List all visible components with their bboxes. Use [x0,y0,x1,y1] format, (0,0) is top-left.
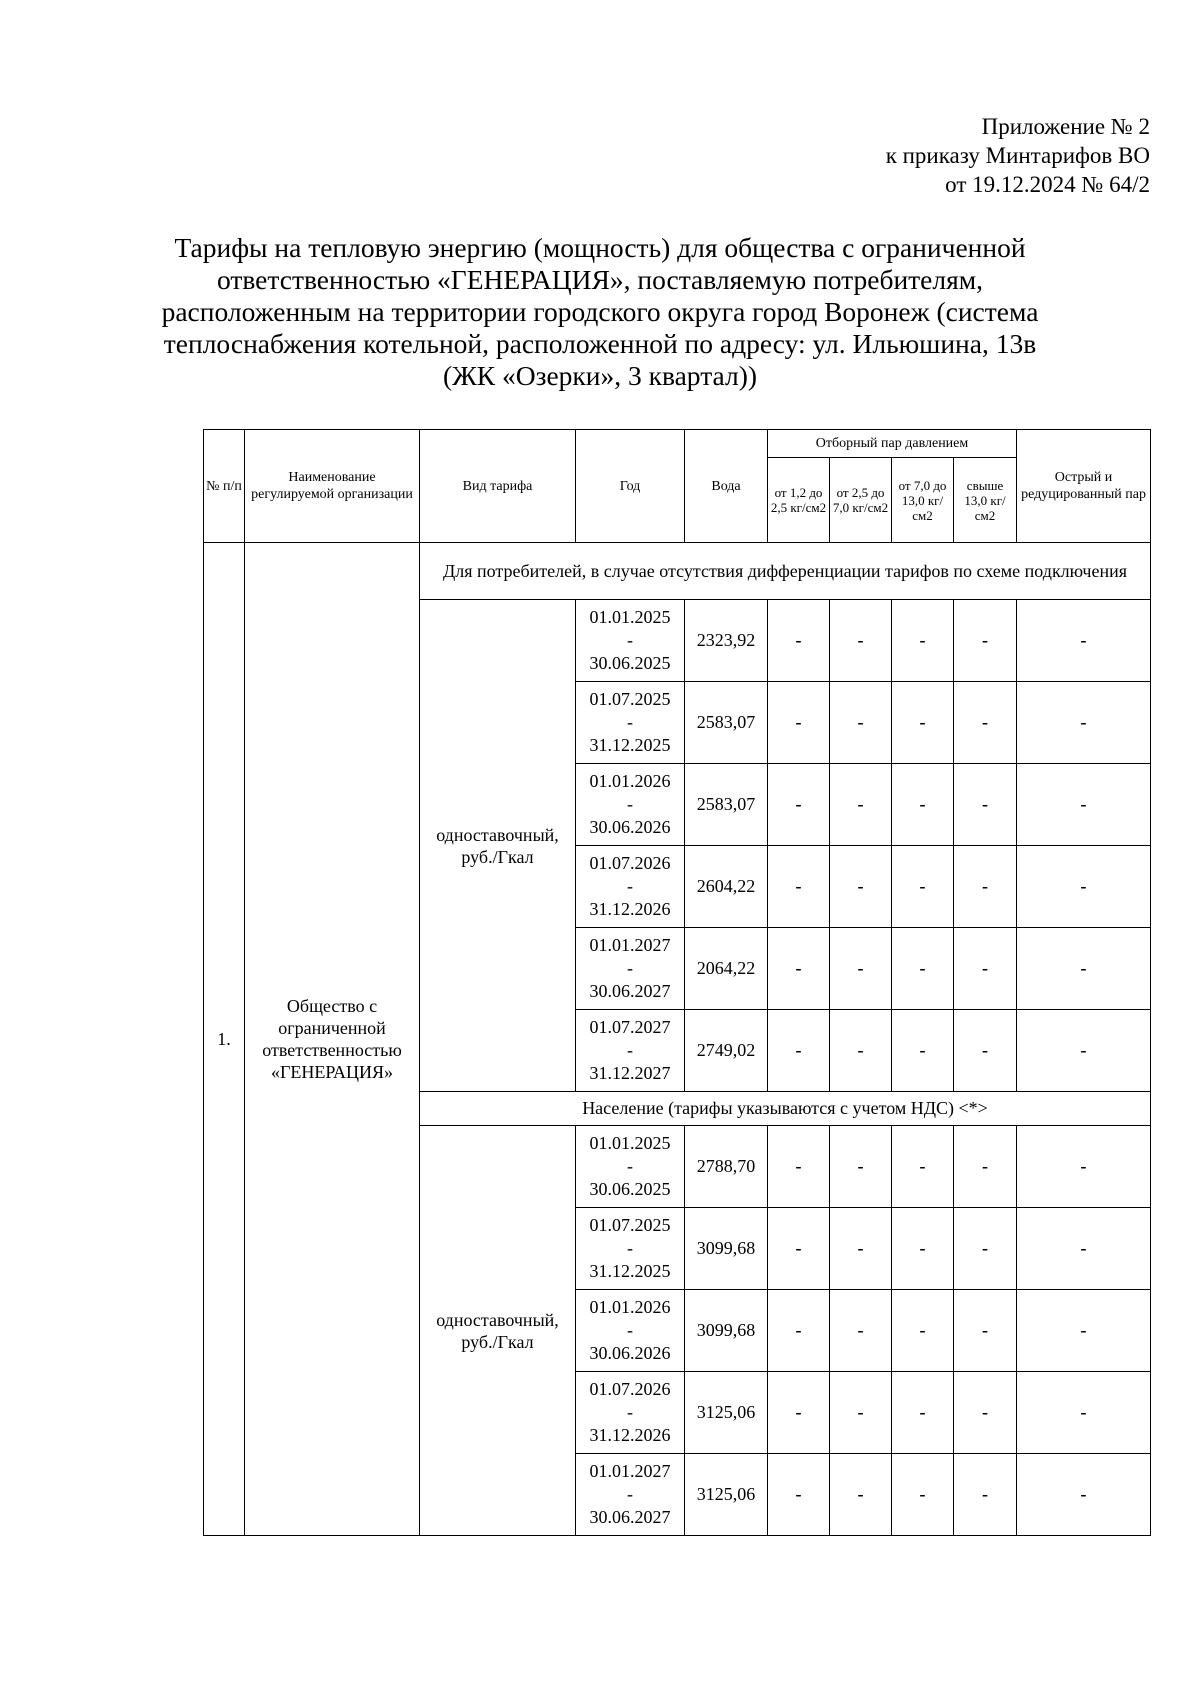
period-sep: - [627,1402,633,1422]
period-from: 01.01.2025 [589,607,671,627]
period-to: 31.12.2026 [589,1425,671,1445]
empty-value: - [954,1454,1017,1536]
period-from: 01.01.2026 [589,1297,671,1317]
appendix-line: от 19.12.2024 № 64/2 [945,172,1150,197]
header-tariff-type: Вид тарифа [420,430,576,543]
empty-value: - [768,928,830,1010]
title-line: теплоснабжения котельной, расположенной по адресу: ул. Ильюшина, 13в [163,328,1037,359]
empty-value: - [892,1290,954,1372]
period-sep: - [627,1156,633,1176]
organization-text: Общество с ограниченной ответственностью «ГЕНЕРАЦИЯ» [262,996,402,1082]
period-sep: - [627,958,633,978]
empty-value: - [1017,1126,1151,1208]
empty-value: - [768,1290,830,1372]
empty-value: - [954,846,1017,928]
empty-value: - [830,600,892,682]
empty-value: - [830,928,892,1010]
period [576,1372,685,1454]
empty-value: - [954,1290,1017,1372]
title-line: ответственностью «ГЕНЕРАЦИЯ», поставляемую потребителям, [216,264,984,295]
empty-value: - [1017,682,1151,764]
empty-value: - [1017,1454,1151,1536]
empty-value: - [892,1372,954,1454]
section-title: Для потребителей, в случае отсутствия дифференциации тарифов по схеме подключения [420,543,1151,600]
empty-value: - [768,1454,830,1536]
header-steam-2: от 2,5 до 7,0 кг/см2 [830,458,892,543]
empty-value: - [1017,600,1151,682]
empty-value: - [892,682,954,764]
period-from: 01.07.2026 [589,1379,671,1399]
section-title: Население (тарифы указываются с учетом НДС) <*> [420,1092,1151,1126]
period-from: 01.07.2027 [589,1017,671,1037]
period-to: 31.12.2025 [589,735,671,755]
empty-value: - [768,600,830,682]
empty-value: - [892,1126,954,1208]
empty-value: - [1017,928,1151,1010]
tariff-type: одноставочный, руб./Гкал [420,1126,576,1536]
period-to: 30.06.2027 [589,981,671,1001]
period-to: 31.12.2027 [589,1063,671,1083]
empty-value: - [768,1010,830,1092]
empty-value: - [1017,846,1151,928]
period-from: 01.07.2026 [589,853,671,873]
title-line: расположенным на территории городского округа город Воронеж (система [161,296,1039,327]
period-sep: - [627,630,633,650]
water-tariff: 2323,92 [685,600,768,682]
empty-value: - [830,1454,892,1536]
water-tariff: 2788,70 [685,1126,768,1208]
water-tariff: 2604,22 [685,846,768,928]
period-to: 30.06.2026 [589,1343,671,1363]
period [576,1010,685,1092]
empty-value: - [830,682,892,764]
period [576,1454,685,1536]
period-to: 31.12.2026 [589,899,671,919]
title-line: Тарифы на тепловую энергию (мощность) для общества с ограниченной [174,232,1026,263]
tariff-table [203,429,1151,1536]
header-year: Год [576,430,685,543]
empty-value: - [830,1010,892,1092]
empty-value: - [768,846,830,928]
appendix-line: Приложение № 2 [981,114,1150,139]
organization-name [245,543,420,1536]
header-steam-1: от 1,2 до 2,5 кг/см2 [768,458,830,543]
period-to: 30.06.2027 [589,1507,671,1527]
period-sep: - [627,1320,633,1340]
empty-value: - [768,1208,830,1290]
empty-value: - [1017,1208,1151,1290]
period [576,928,685,1010]
header-steam-group: Отборный пар давлением [768,430,1017,458]
empty-value: - [892,1454,954,1536]
empty-value: - [954,1208,1017,1290]
empty-value: - [954,1010,1017,1092]
period-to: 30.06.2025 [589,1179,671,1199]
water-tariff: 3099,68 [685,1290,768,1372]
title-line: (ЖК «Озерки», 3 квартал)) [442,360,758,391]
empty-value: - [892,846,954,928]
empty-value: - [954,1126,1017,1208]
empty-value: - [954,1372,1017,1454]
appendix-line: к приказу Минтарифов ВО [885,143,1150,168]
empty-value: - [1017,1010,1151,1092]
period-from: 01.01.2025 [589,1133,671,1153]
header-row [204,430,1151,458]
header-org: Наименование регулируемой организации [245,430,420,543]
period-sep: - [627,876,633,896]
header-steam-4: свыше 13,0 кг/см2 [954,458,1017,543]
empty-value: - [830,1372,892,1454]
water-tariff: 2064,22 [685,928,768,1010]
empty-value: - [954,764,1017,846]
period-to: 30.06.2025 [589,653,671,673]
period-sep: - [627,1484,633,1504]
document-title [150,232,1050,392]
period [576,682,685,764]
period-from: 01.01.2027 [589,1461,671,1481]
period-sep: - [627,1040,633,1060]
empty-value: - [1017,764,1151,846]
period [576,1126,685,1208]
empty-value: - [830,846,892,928]
tariff-type: одноставочный, руб./Гкал [420,600,576,1092]
header-water: Вода [685,430,768,543]
period-sep: - [627,712,633,732]
empty-value: - [768,682,830,764]
water-tariff: 3125,06 [685,1372,768,1454]
period-to: 30.06.2026 [589,817,671,837]
period [576,1290,685,1372]
period [576,600,685,682]
header-num: № п/п [204,430,245,543]
empty-value: - [768,1372,830,1454]
empty-value: - [768,764,830,846]
empty-value: - [830,1126,892,1208]
header-steam-3: от 7,0 до 13,0 кг/см2 [892,458,954,543]
period [576,846,685,928]
section-row [204,543,1151,600]
empty-value: - [954,682,1017,764]
empty-value: - [892,764,954,846]
period [576,764,685,846]
period-from: 01.01.2026 [589,771,671,791]
empty-value: - [954,600,1017,682]
empty-value: - [830,764,892,846]
water-tariff: 3099,68 [685,1208,768,1290]
appendix-reference [886,112,1150,199]
empty-value: - [892,1208,954,1290]
water-tariff: 2749,02 [685,1010,768,1092]
row-number-text: 1. [217,1029,231,1049]
row-number [204,543,245,1536]
empty-value: - [954,928,1017,1010]
empty-value: - [768,1126,830,1208]
period-sep: - [627,794,633,814]
water-tariff: 2583,07 [685,764,768,846]
empty-value: - [892,928,954,1010]
empty-value: - [1017,1290,1151,1372]
empty-value: - [830,1290,892,1372]
empty-value: - [830,1208,892,1290]
water-tariff: 2583,07 [685,682,768,764]
water-tariff: 3125,06 [685,1454,768,1536]
period-sep: - [627,1238,633,1258]
period [576,1208,685,1290]
period-from: 01.01.2027 [589,935,671,955]
empty-value: - [892,1010,954,1092]
header-sharp-steam: Острый и редуцированный пар [1017,430,1151,543]
empty-value: - [892,600,954,682]
period-from: 01.07.2025 [589,1215,671,1235]
period-to: 31.12.2025 [589,1261,671,1281]
empty-value: - [1017,1372,1151,1454]
period-from: 01.07.2025 [589,689,671,709]
